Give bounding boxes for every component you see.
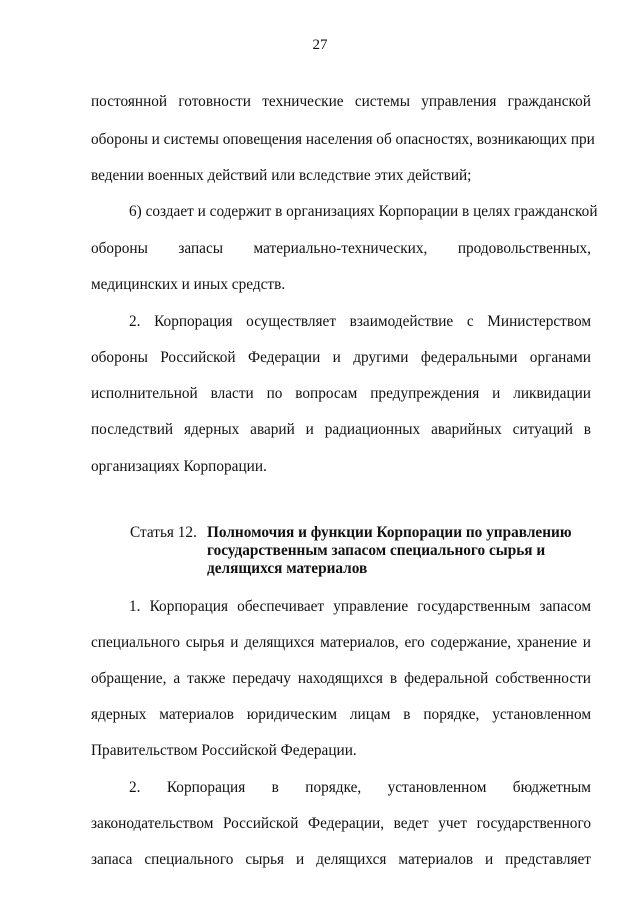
paragraph-line: 2. Корпорация осуществляет взаимодействие с Министерством [129, 313, 591, 330]
article-title-line: делящихся материалов [207, 560, 368, 577]
article-label: Статья 12. [130, 524, 197, 541]
paragraph-line: специального сырья и делящихся материалов, его содержание, хранение и [91, 634, 591, 651]
paragraph-line: обороны и системы оповещения населения об опасностях, возникающих при [91, 131, 595, 148]
paragraph-line: медицинских и иных средств. [91, 276, 286, 293]
paragraph-line: обороны запасы материально-технических, продовольственных, [91, 240, 591, 257]
paragraph-line: организациях Корпорации. [91, 458, 267, 475]
paragraph-line: 2. Корпорация в порядке, установленном бюджетным [129, 779, 591, 796]
paragraph-line: запаса специального сырья и делящихся материалов и представляет [91, 851, 591, 868]
article-title-line: Полномочия и функции Корпорации по управлению [207, 524, 572, 541]
page-number: 27 [312, 37, 328, 53]
paragraph-line: исполнительной власти по вопросам предупреждения и ликвидации [91, 385, 591, 402]
paragraph-line: последствий ядерных аварий и радиационных аварийных ситуаций в [91, 421, 591, 438]
paragraph-line: постоянной готовности технические системы управления гражданской [91, 93, 591, 110]
paragraph-line: обращение, а также передачу находящихся в федеральной собственности [91, 670, 591, 687]
article-title-line: государственным запасом специального сырья и [207, 542, 546, 559]
paragraph-line: обороны Российской Федерации и другими федеральными органами [91, 349, 591, 366]
paragraph-line: Правительством Российской Федерации. [91, 742, 357, 759]
article-title [207, 524, 607, 578]
paragraph-line: ведении военных действий или вследствие этих действий; [91, 167, 472, 184]
paragraph-line: 1. Корпорация обеспечивает управление государственным запасом [129, 598, 591, 615]
paragraph-line: законодательством Российской Федерации, ведет учет государственного [91, 815, 591, 832]
paragraph-line: 6) создает и содержит в организациях Корпорации в целях гражданской [129, 203, 598, 220]
paragraph-line: ядерных материалов юридическим лицам в порядке, установленном [91, 706, 591, 723]
